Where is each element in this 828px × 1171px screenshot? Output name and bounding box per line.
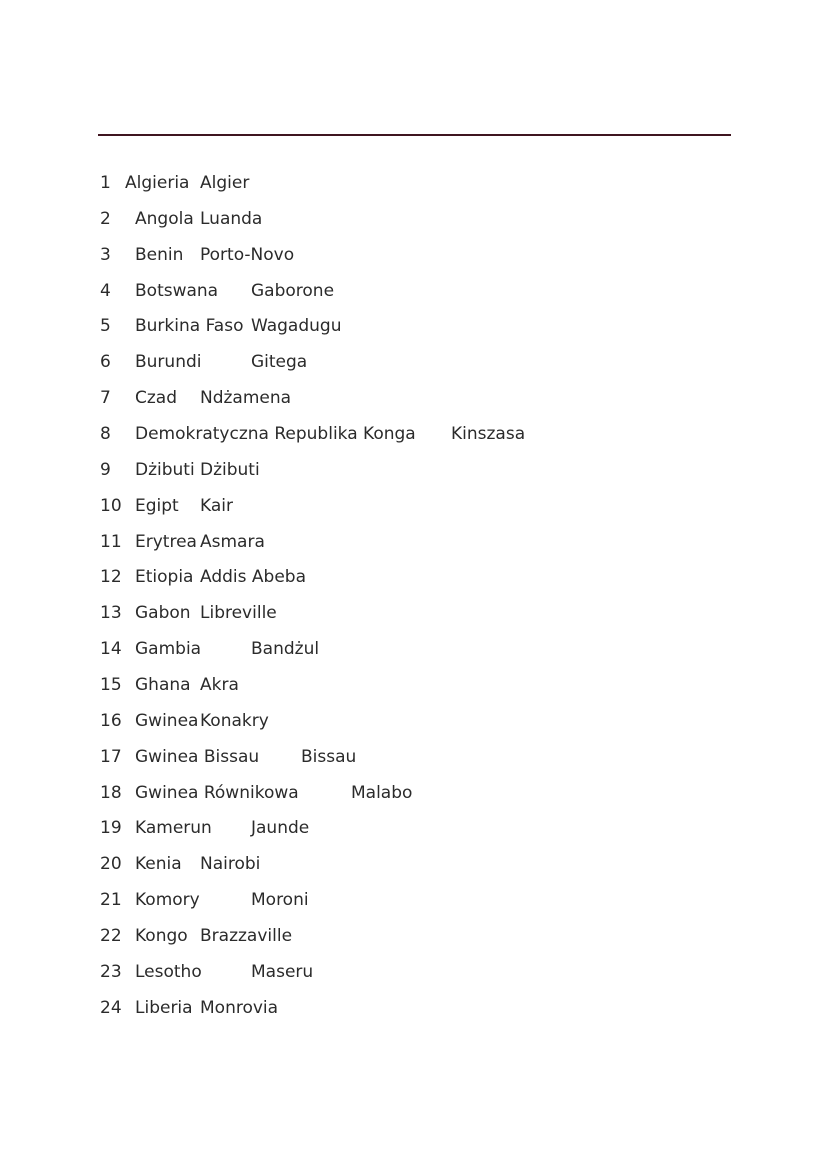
item-number: 6 (100, 352, 111, 373)
list-item (0, 202, 828, 238)
capital-name: Luanda (200, 208, 263, 229)
capital-name: Addis Abeba (200, 567, 306, 588)
item-number: 17 (100, 746, 122, 767)
capital-name: Ndżamena (200, 388, 292, 409)
capital-name: Bandżul (251, 639, 320, 660)
country-name: Burundi (135, 352, 202, 373)
header-rule (98, 134, 731, 136)
capital-name: Bissau (301, 746, 357, 767)
item-number: 5 (100, 316, 111, 337)
list-item (0, 704, 828, 740)
list-item (0, 776, 828, 812)
list-item (0, 596, 828, 632)
country-name: Komory (135, 890, 200, 911)
item-number: 13 (100, 603, 122, 624)
country-name: Botswana (135, 280, 219, 301)
item-number: 23 (100, 961, 122, 982)
item-number: 22 (100, 926, 122, 947)
country-name: Demokratyczna Republika Konga (135, 424, 416, 445)
capital-name: Gitega (251, 352, 308, 373)
capital-name: Akra (200, 675, 239, 696)
item-number: 24 (100, 997, 122, 1018)
item-number: 2 (100, 208, 111, 229)
list-item (0, 453, 828, 489)
country-name: Kongo (135, 926, 188, 947)
capital-name: Gaborone (251, 280, 335, 301)
country-name: Kamerun (135, 818, 212, 839)
item-number: 12 (100, 567, 122, 588)
item-number: 9 (100, 459, 111, 480)
item-number: 20 (100, 854, 122, 875)
list-item (0, 919, 828, 955)
country-name: Kenia (135, 854, 182, 875)
capital-name: Brazzaville (200, 926, 293, 947)
capital-name: Kinszasa (451, 424, 526, 445)
capital-name: Porto-Novo (200, 244, 295, 265)
capital-name: Algier (200, 173, 250, 193)
item-number: 14 (100, 639, 122, 660)
country-name: Benin (135, 244, 184, 265)
country-name: Egipt (135, 495, 179, 516)
capital-name: Wagadugu (251, 316, 342, 337)
country-capital-list (0, 166, 828, 1027)
list-item (0, 560, 828, 596)
capital-name: Malabo (351, 782, 413, 803)
list-item (0, 525, 828, 561)
capital-name: Maseru (251, 961, 314, 982)
country-name: Liberia (135, 997, 193, 1018)
capital-name: Jaunde (251, 818, 310, 839)
list-item (0, 274, 828, 310)
capital-name: Monrovia (200, 997, 279, 1018)
country-name: Erytrea (135, 531, 197, 552)
list-item (0, 417, 828, 453)
country-name: Gwinea (135, 710, 199, 731)
item-number: 16 (100, 710, 122, 731)
item-number: 11 (100, 531, 122, 552)
item-number: 1 (100, 173, 111, 193)
capital-name: Asmara (200, 531, 265, 552)
country-name: Burkina Faso (135, 316, 244, 337)
list-item (0, 883, 828, 919)
list-item (0, 740, 828, 776)
item-number: 19 (100, 818, 122, 839)
country-name: Angola (135, 208, 194, 229)
country-name: Gambia (135, 639, 202, 660)
country-name: Lesotho (135, 961, 202, 982)
capital-name: Konakry (200, 710, 269, 731)
item-number: 21 (100, 890, 122, 911)
list-item (0, 955, 828, 991)
capital-name: Nairobi (200, 854, 261, 875)
item-number: 7 (100, 388, 111, 409)
capital-name: Kair (200, 495, 233, 516)
list-item (0, 309, 828, 345)
capital-name: Moroni (251, 890, 309, 911)
item-number: 4 (100, 280, 111, 301)
list-item (0, 811, 828, 847)
country-name: Gwinea Równikowa (135, 782, 299, 803)
list-item (0, 991, 828, 1027)
list-item (0, 847, 828, 883)
country-name: Ghana (135, 675, 191, 696)
country-name: Gabon (135, 603, 191, 624)
list-item (0, 668, 828, 704)
list-item (0, 489, 828, 525)
capital-name: Libreville (200, 603, 277, 624)
list-item (0, 381, 828, 417)
item-number: 3 (100, 244, 111, 265)
country-name: Czad (135, 388, 178, 409)
list-item (0, 632, 828, 668)
country-name: Gwinea Bissau (135, 746, 260, 767)
country-name: Etiopia (135, 567, 194, 588)
country-name: Algieria (125, 173, 190, 193)
country-name: Dżibuti (135, 459, 195, 480)
item-number: 8 (100, 424, 111, 445)
item-number: 15 (100, 675, 122, 696)
list-item (0, 238, 828, 274)
list-item (0, 166, 828, 202)
capital-name: Dżibuti (200, 459, 260, 480)
item-number: 10 (100, 495, 122, 516)
item-number: 18 (100, 782, 122, 803)
list-item (0, 345, 828, 381)
